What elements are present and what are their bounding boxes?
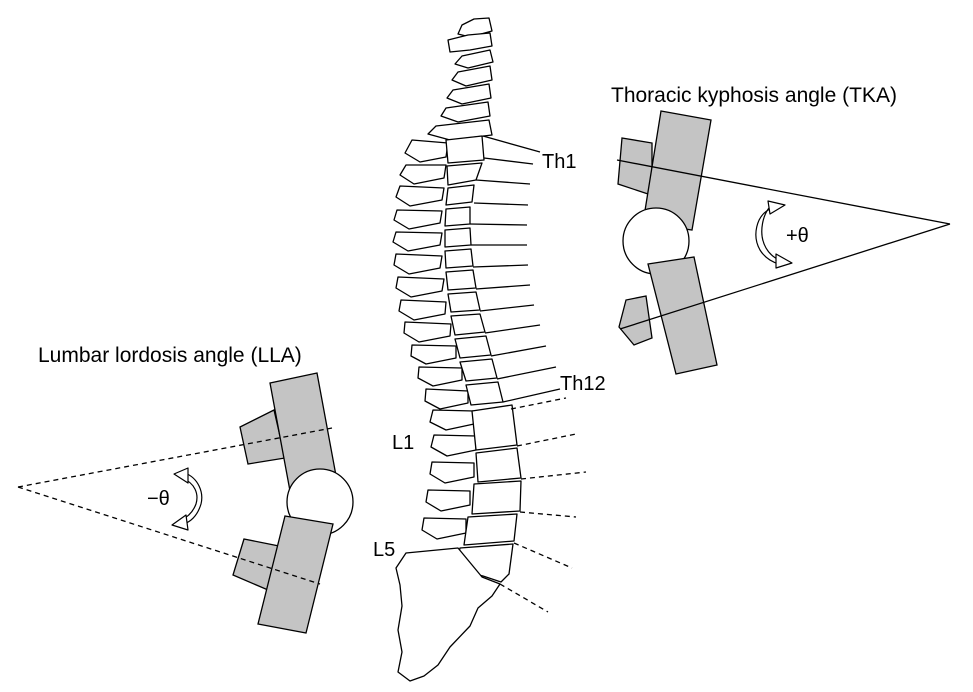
lla-schematic: [18, 344, 353, 633]
label-l5: L5: [373, 539, 396, 561]
spine: [393, 18, 521, 681]
label-th12: Th12: [560, 373, 606, 395]
lla-lower-vertebra: [233, 516, 333, 633]
label-th1: Th1: [542, 151, 577, 173]
lla-rotation-arrow-icon: [172, 468, 202, 530]
cervical-vertebrae: [428, 18, 493, 140]
tka-schematic: [611, 84, 950, 374]
lla-title: Lumbar lordosis angle (LLA): [38, 344, 302, 367]
label-l1: L1: [392, 432, 415, 454]
lla-angle-label: −θ: [147, 488, 170, 510]
thoracic-vertebral-bodies: [445, 136, 503, 405]
tka-angle-label: +θ: [786, 225, 809, 247]
tka-lower-vertebra: [619, 257, 717, 374]
tka-title: Thoracic kyphosis angle (TKA): [611, 84, 897, 107]
